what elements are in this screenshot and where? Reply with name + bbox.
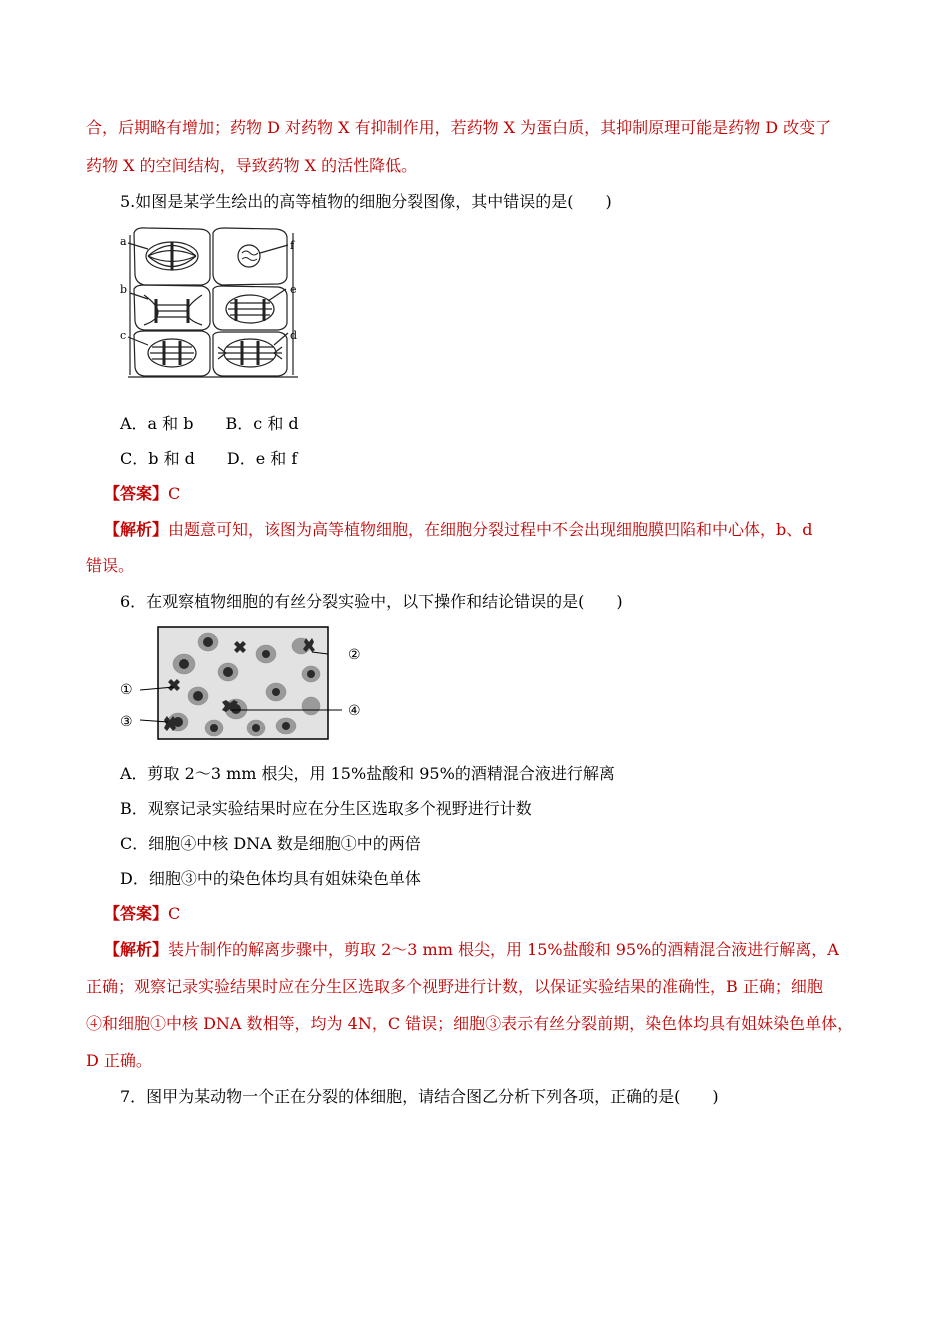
q5-label-f: f bbox=[290, 239, 295, 252]
q5-explanation-line-2: 错误。 bbox=[86, 556, 135, 575]
q5-explanation-line-1 bbox=[104, 519, 813, 541]
q6-explanation-line-2: 正确；观察记录实验结果时应在分生区选取多个视野进行计数，以保证实验结果的准确性，B 正确；细胞 bbox=[86, 977, 823, 996]
q6-micrograph-figure bbox=[116, 624, 366, 744]
q6-explanation-line-4: D 正确。 bbox=[86, 1051, 152, 1070]
q5-cell-division-figure bbox=[118, 225, 303, 385]
q6-label-1: ① bbox=[120, 682, 133, 698]
q5-options-row-2: C．b 和 d D．e 和 f bbox=[120, 449, 298, 468]
q5-stem: 5.如图是某学生绘出的高等植物的细胞分裂图像，其中错误的是( ) bbox=[120, 192, 612, 211]
prev-explanation-line-1: 合，后期略有增加；药物 D 对药物 X 有抑制作用，若药物 X 为蛋白质，其抑制原理可能是药物 D 改变了 bbox=[86, 118, 832, 137]
q5-explain-tag: 【解析】 bbox=[104, 520, 169, 539]
q6-answer-tag: 【答案】 bbox=[104, 904, 169, 923]
q6-stem: 6．在观察植物细胞的有丝分裂实验中，以下操作和结论错误的是( ) bbox=[120, 592, 623, 611]
q5-options-row-1: A．a 和 b B．c 和 d bbox=[120, 414, 299, 433]
q5-answer bbox=[104, 483, 180, 505]
q6-explanation-line-3: ④和细胞①中核 DNA 数相等，均为 4N，C 错误；细胞③表示有丝分裂前期，染色体均具有姐妹染色单体， bbox=[86, 1014, 854, 1033]
q6-label-3: ③ bbox=[120, 714, 133, 730]
q6-answer bbox=[104, 903, 180, 925]
prev-explanation-line-2: 药物 X 的空间结构，导致药物 X 的活性降低。 bbox=[86, 156, 418, 175]
q6-explain-tag: 【解析】 bbox=[104, 940, 169, 959]
q5-label-a: a bbox=[120, 235, 127, 248]
q5-label-b: b bbox=[120, 283, 128, 296]
q6-explain-text-1: 装片制作的解离步骤中，剪取 2～3 mm 根尖，用 15%盐酸和 95%的酒精混合液进行解离，A bbox=[168, 940, 839, 959]
q7-stem: 7．图甲为某动物一个正在分裂的体细胞，请结合图乙分析下列各项，正确的是( ) bbox=[120, 1087, 719, 1106]
q6-label-4: ④ bbox=[348, 703, 361, 719]
q6-option-c: C．细胞④中核 DNA 数是细胞①中的两倍 bbox=[120, 834, 421, 853]
q5-label-e: e bbox=[290, 283, 297, 296]
q6-option-d: D．细胞③中的染色体均具有姐妹染色单体 bbox=[120, 869, 421, 888]
q6-answer-value: C bbox=[168, 904, 181, 923]
q6-label-2: ② bbox=[348, 647, 361, 663]
q6-option-b: B．观察记录实验结果时应在分生区选取多个视野进行计数 bbox=[120, 799, 532, 818]
q5-answer-value: C bbox=[168, 484, 181, 503]
q5-explain-text-1: 由题意可知，该图为高等植物细胞，在细胞分裂过程中不会出现细胞膜凹陷和中心体，b、d bbox=[168, 520, 813, 539]
q5-label-c: c bbox=[120, 329, 127, 342]
q6-option-a: A．剪取 2～3 mm 根尖，用 15%盐酸和 95%的酒精混合液进行解离 bbox=[120, 764, 615, 783]
q5-answer-tag: 【答案】 bbox=[104, 484, 169, 503]
q5-label-d: d bbox=[290, 329, 298, 342]
q6-explanation-line-1 bbox=[104, 939, 839, 961]
